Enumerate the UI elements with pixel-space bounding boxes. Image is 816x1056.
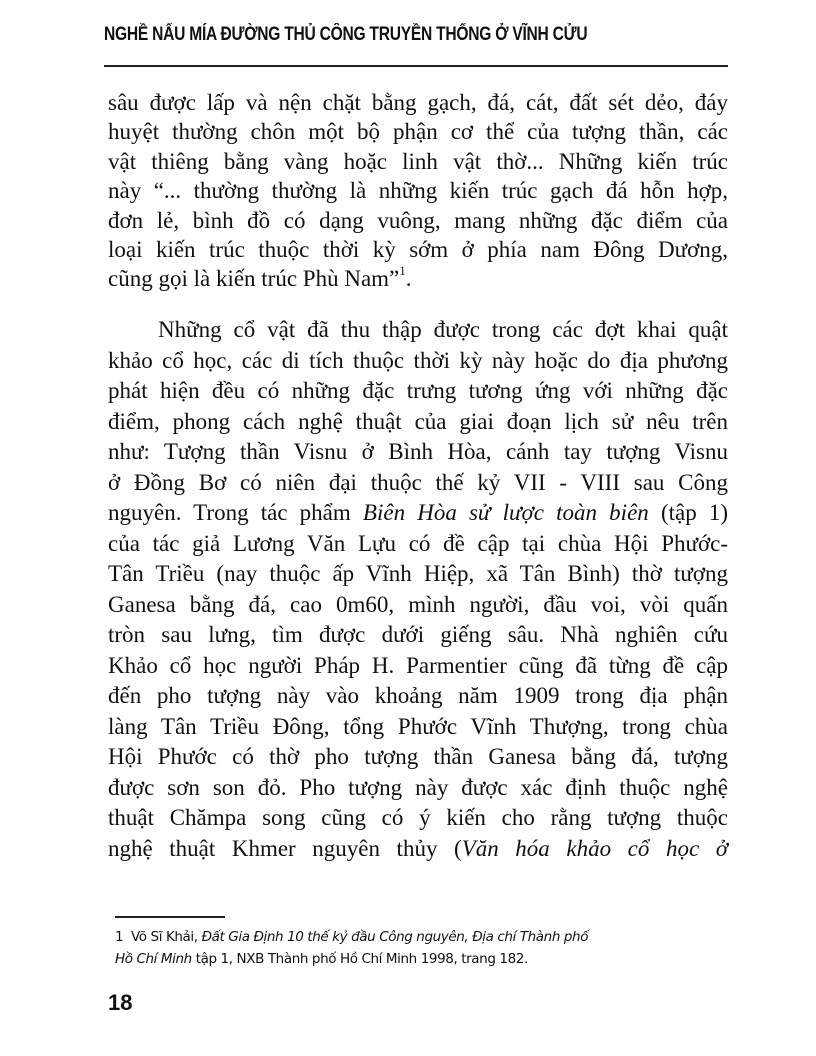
text-line	[108, 529, 728, 560]
footnote-title-cont: Hồ Chí Minh	[115, 951, 192, 967]
paragraph-1	[108, 88, 728, 294]
footnote-title: Đất Gia Định 10 thế kỷ đầu Công nguyên, Địa chí Thành phố	[201, 929, 589, 945]
text-run: Tân Triều (nay thuộc ấp Vĩnh Hiệp, xã Tân Bình) thờ tượng	[108, 561, 728, 586]
text-run: Khảo cổ học người Pháp H. Parmentier cũng đã từng đề cập	[108, 652, 728, 678]
page-number: 18	[108, 990, 133, 1015]
text-line	[108, 620, 728, 651]
text-run: thuật Chămpa song cũng có ý kiến cho rằng tượng thuộc	[108, 805, 728, 830]
text-run: khảo cổ học, các di tích thuộc thời kỳ này hoặc do địa phương	[108, 347, 728, 373]
text-line	[108, 468, 728, 499]
text-run: loại kiến trúc thuộc thời kỳ sớm ở phía nam Đông Dương,	[108, 236, 728, 262]
text-run: tròn sau lưng, tìm được dưới giếng sâu. Nhà nghiên cứu	[108, 622, 728, 647]
text-line	[108, 176, 728, 205]
italic-title: Biên Hòa sử lược toàn biên	[362, 500, 649, 525]
text-run: (tập 1)	[648, 500, 728, 525]
text-line	[108, 559, 728, 590]
text-line	[108, 315, 728, 346]
footnote-author: Võ Sĩ Khải,	[131, 929, 202, 945]
text-line	[108, 834, 728, 865]
text-run: như: Tượng thần Visnu ở Bình Hòa, cánh tay tượng Visnu	[108, 439, 728, 464]
text-line	[108, 206, 728, 235]
text-run: huyệt thường chôn một bộ phận cơ thể của tượng thần, các	[108, 119, 728, 145]
text-run: Những cổ vật đã thu thập được trong các đợt khai quật	[158, 317, 728, 342]
text-run: làng Tân Triều Đông, tổng Phước Vĩnh Thượng, trong chùa	[108, 713, 728, 739]
text-run: phát hiện đều có những đặc trưng tương ứng với những đặc	[108, 378, 728, 403]
text-run: nghệ thuật Khmer nguyên thủy (	[108, 835, 462, 861]
running-header: NGHỀ NẤU MÍA ĐƯỜNG THỦ CÔNG TRUYỀN THỐNG Ở VĨNH CỬU	[104, 24, 588, 45]
footnote-ref: 1	[399, 263, 406, 279]
text-run: Ganesa bằng đá, cao 0m60, mình người, đầu voi, vòi quấn	[108, 591, 728, 617]
text-run: sâu được lấp và nện chặt bằng gạch, đá, cát, đất sét dẻo, đáy	[108, 90, 728, 115]
text-run: đơn lẻ, bình đồ có dạng vuông, mang những đặc điểm của	[108, 207, 728, 233]
text-line	[108, 498, 728, 529]
footnote	[115, 926, 735, 970]
footnote-number: 1	[115, 929, 124, 945]
text-run: Hội Phước có thờ pho tượng thần Ganesa bằng đá, tượng	[108, 744, 728, 769]
text-line	[108, 88, 728, 117]
text-line	[108, 803, 728, 834]
footnote-publication: tập 1, NXB Thành phố Hồ Chí Minh 1998, trang 182.	[191, 951, 528, 967]
text-run: vật thiêng bằng vàng hoặc linh vật thờ... Những kiến trúc	[108, 148, 728, 174]
text-line	[108, 117, 728, 146]
text-line	[108, 681, 728, 712]
text-line	[108, 712, 728, 743]
text-line	[108, 346, 728, 377]
text-line	[108, 590, 728, 621]
text-line	[108, 147, 728, 176]
text-line	[108, 235, 728, 264]
text-run: cũng gọi là kiến trúc Phù Nam”	[108, 266, 400, 292]
text-line	[108, 437, 728, 468]
italic-title: Văn hóa khảo cổ học ở	[461, 835, 728, 861]
text-run: .	[405, 266, 412, 292]
text-run: ở Đồng Bơ có niên đại thuộc thế kỷ VII - VIII sau Công	[108, 469, 728, 495]
text-line	[108, 407, 728, 438]
text-run: của tác giả Lương Văn Lựu có đề cập tại chùa Hội Phước-	[108, 530, 728, 556]
text-run: đến pho tượng này vào khoảng năm 1909 trong địa phận	[108, 683, 728, 708]
text-run: nguyên. Trong tác phẩm	[108, 500, 363, 525]
text-line	[108, 651, 728, 682]
footnote-separator	[115, 916, 225, 918]
text-line	[108, 742, 728, 773]
header-rule	[104, 65, 728, 67]
paragraph-2	[108, 315, 728, 864]
text-run: được sơn son đỏ. Pho tượng này được xác định thuộc nghệ	[108, 774, 728, 800]
text-run: này “... thường thường là những kiến trúc gạch đá hỗn hợp,	[108, 178, 728, 204]
text-line	[108, 376, 728, 407]
text-line	[108, 264, 728, 293]
text-line	[108, 773, 728, 804]
text-run: điểm, phong cách nghệ thuật của giai đoạn lịch sử nêu trên	[108, 408, 728, 434]
